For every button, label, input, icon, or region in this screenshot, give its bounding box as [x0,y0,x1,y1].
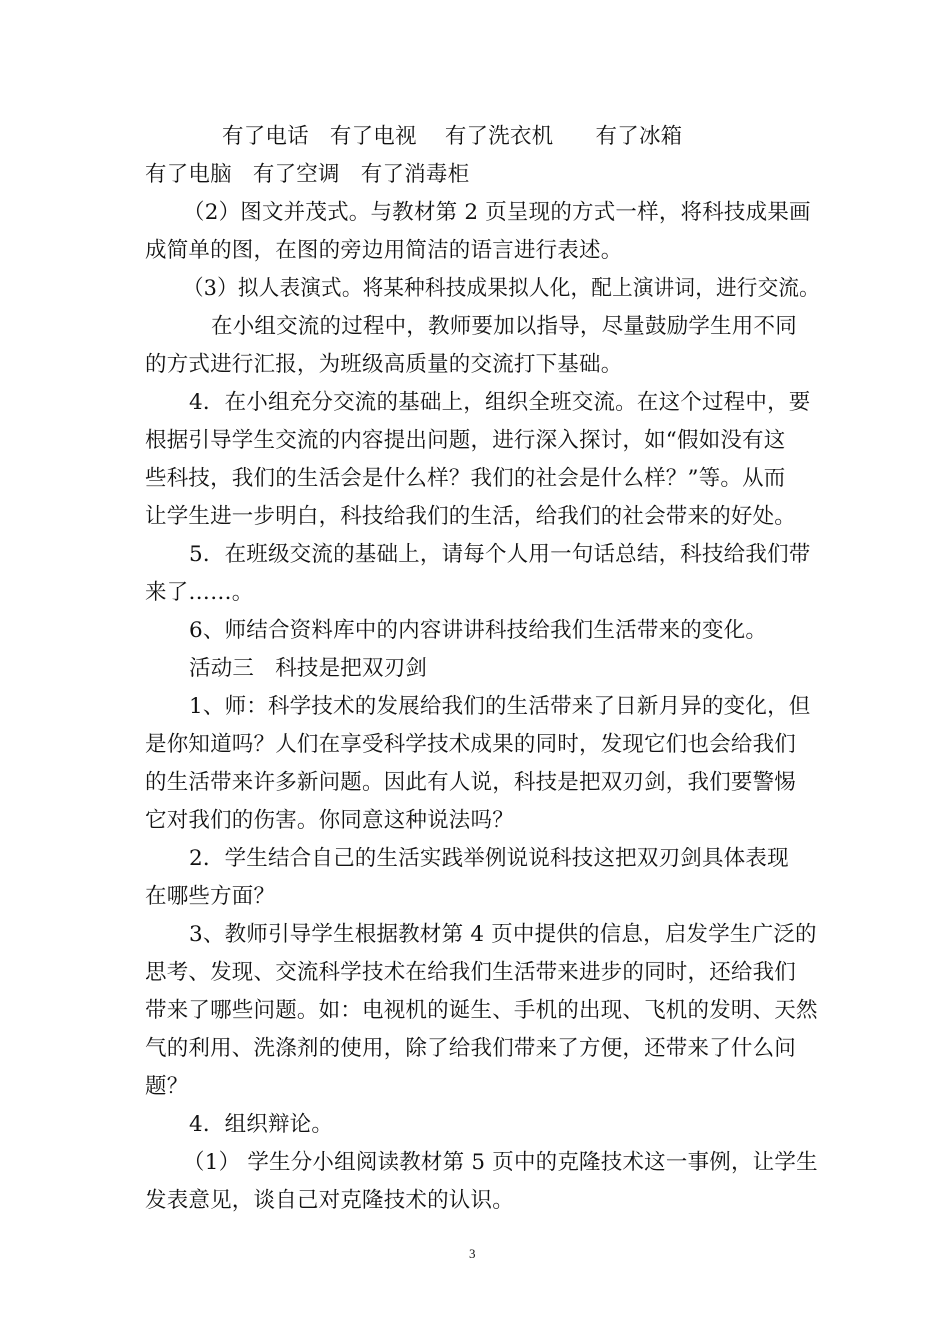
text-line: 2．学生结合自己的生活实践举例说说科技这把双刃剑具体表现 [189,846,789,871]
text-line: 些科技，我们的生活会是什么样？我们的社会是什么样？”等。从而 [145,466,786,491]
text-line: 思考、发现、交流科学技术在给我们生活带来进步的同时，还给我们 [145,960,797,985]
text-line: 4．组织辩论。 [189,1112,334,1137]
text-line: 题？ [145,1074,189,1099]
page-number: 3 [469,1246,476,1261]
text-line: 在小组交流的过程中，教师要加以指导，尽量鼓励学生用不同 [211,314,797,339]
text-line: 的生活带来许多新问题。因此有人说，科技是把双刃剑，我们要警惕 [145,770,797,795]
text-line: 3、教师引导学生根据教材第 4 页中提供的信息，启发学生广泛的 [189,922,817,947]
text-line: 来了……。 [145,580,254,605]
text-line: （2）图文并茂式。与教材第 2 页呈现的方式一样，将科技成果画 [183,200,811,225]
text-line: 根据引导学生交流的内容提出问题，进行深入探讨，如“假如没有这 [145,428,786,453]
text-line: 4．在小组充分交流的基础上，组织全班交流。在这个过程中，要 [189,390,811,415]
text-line: 有了电话 有了电视 有了洗衣机 有了冰箱 [222,124,683,149]
text-line: 它对我们的伤害。你同意这种说法吗？ [145,808,514,833]
text-line: （1） 学生分小组阅读教材第 5 页中的克隆技术这一事例，让学生 [183,1150,818,1175]
text-line: 带来了哪些问题。如：电视机的诞生、手机的出现、飞机的发明、天然 [145,998,818,1023]
text-line: （3）拟人表演式。将某种科技成果拟人化，配上演讲词，进行交流。 [183,276,820,301]
text-line: 让学生进一步明白，科技给我们的生活，给我们的社会带来的好处。 [145,504,797,529]
text-line: 6、师结合资料库中的内容讲讲科技给我们生活带来的变化。 [189,618,768,643]
text-line: 是你知道吗？人们在享受科学技术成果的同时，发现它们也会给我们 [145,732,797,757]
text-line: 的方式进行汇报，为班级高质量的交流打下基础。 [145,352,623,377]
section-heading: 活动三 科技是把双刃剑 [189,656,428,681]
text-line: 有了电脑 有了空调 有了消毒柜 [145,162,470,187]
text-line: 在哪些方面？ [145,884,276,909]
text-line: 成简单的图，在图的旁边用简洁的语言进行表述。 [145,238,623,263]
text-line: 气的利用、洗涤剂的使用，除了给我们带来了方便，还带来了什么问 [145,1036,797,1061]
text-line: 5．在班级交流的基础上，请每个人用一句话总结，科技给我们带 [189,542,811,567]
text-line: 1、师：科学技术的发展给我们的生活带来了日新月异的变化，但 [189,694,811,719]
text-line: 发表意见，谈自己对克隆技术的认识。 [145,1188,514,1213]
